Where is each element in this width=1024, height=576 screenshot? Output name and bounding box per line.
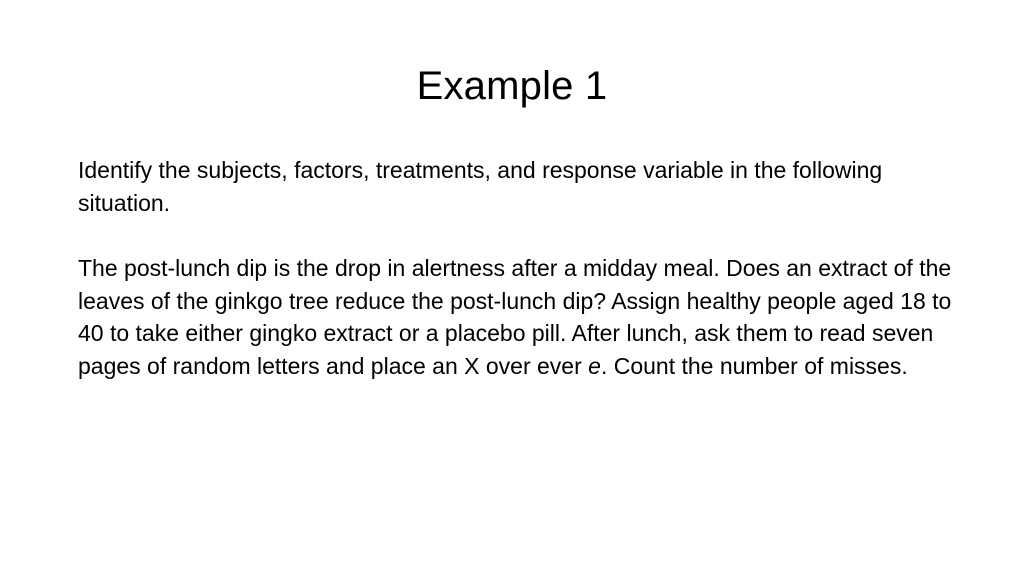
slide-title: Example 1 xyxy=(416,64,608,108)
scenario-text-end: . Count the number of misses. xyxy=(600,352,908,379)
scenario-text: The post-lunch dip is the drop in alertness after a midday meal. Does an extract of the leaves of the ginkgo tree reduce the post-lunch dip? Assign healthy people aged 18 to 40 to take either gingko extract or a placebo pill. After lunch, ask them to read seven pages of random letters and place an X over ever xyxy=(78,255,952,379)
slide-body xyxy=(78,154,958,382)
italic-letter: e xyxy=(588,352,601,379)
scenario-paragraph xyxy=(78,252,958,382)
instruction-paragraph: Identify the subjects, factors, treatments, and response variable in the following situation. xyxy=(78,157,883,216)
